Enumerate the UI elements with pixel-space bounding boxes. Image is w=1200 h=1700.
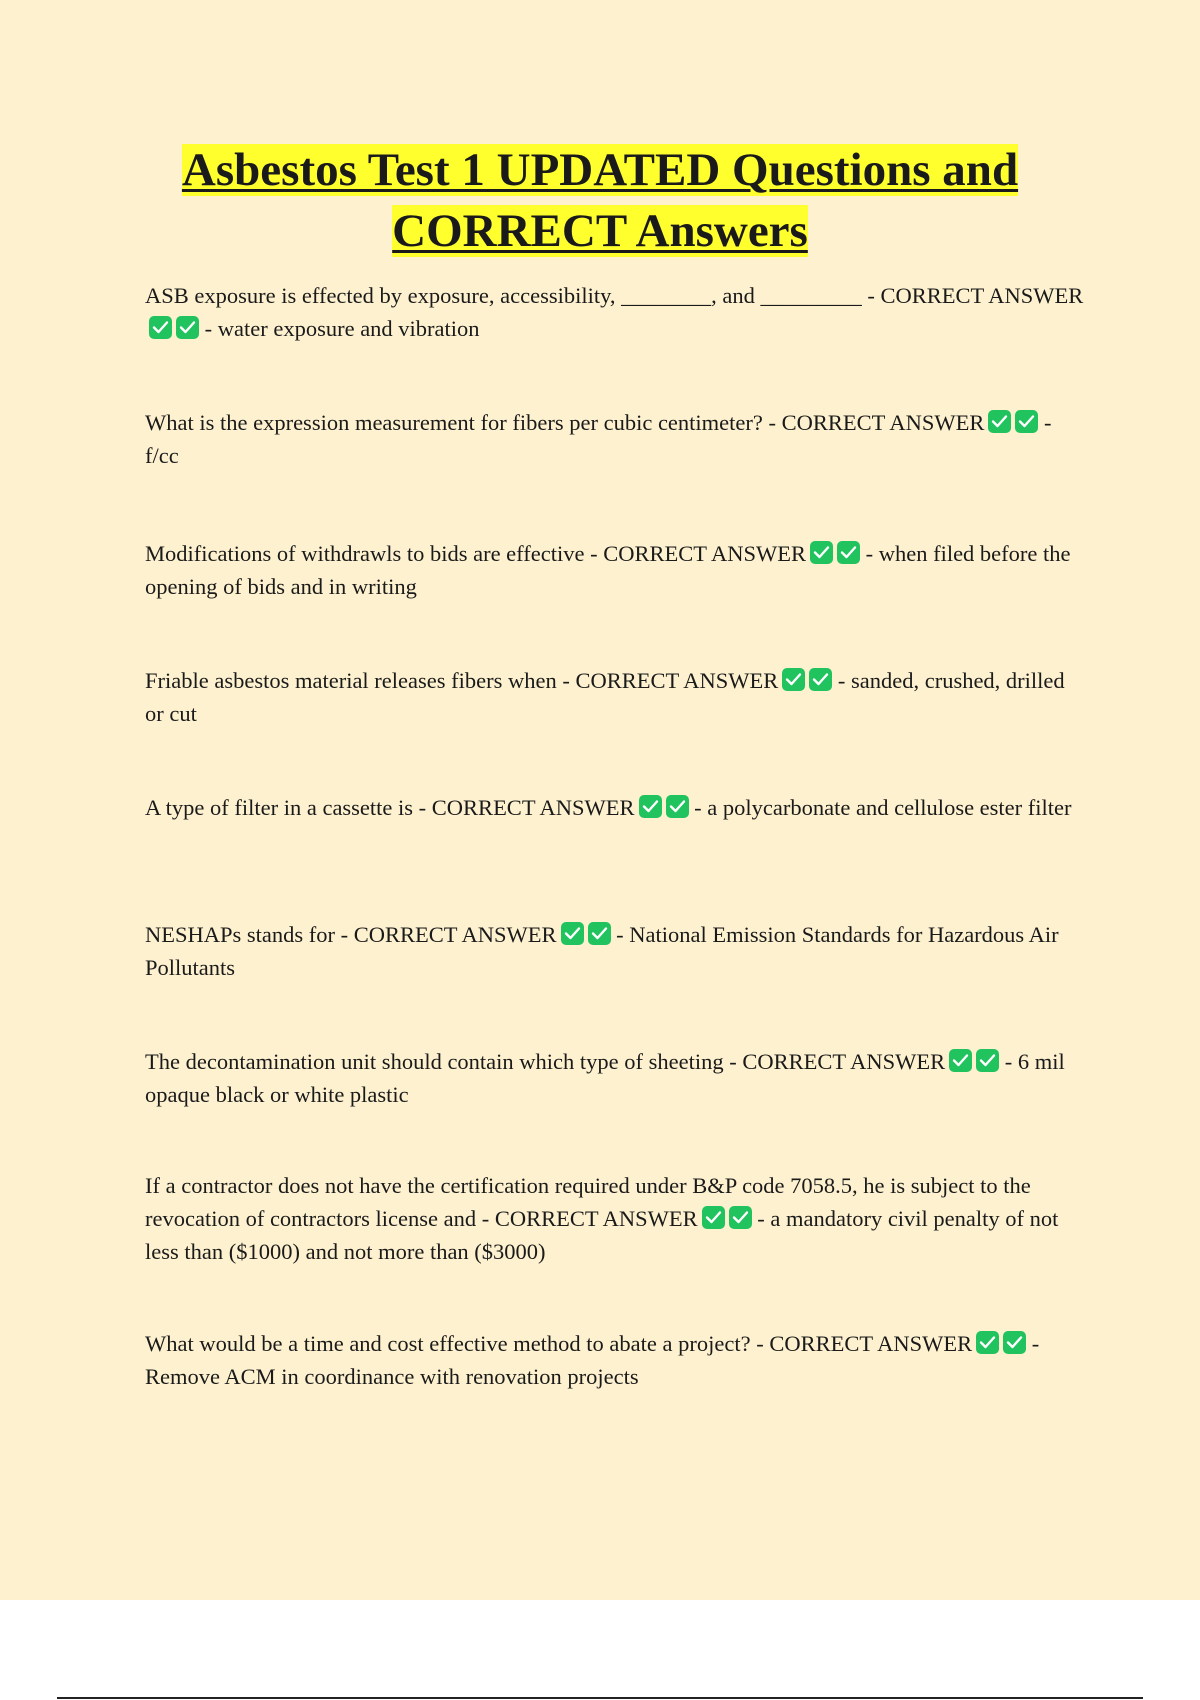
question-text: Modifications of withdrawls to bids are effective bbox=[145, 541, 585, 566]
check-mark-button-icon bbox=[809, 668, 832, 691]
answer-label: CORRECT ANSWER bbox=[575, 668, 779, 693]
qa-item: ASB exposure is effected by exposure, accessibility, ________, and _________ - CORRECT ANSWER - water exposure and vibration bbox=[145, 283, 1084, 341]
answer-text: National Emission Standards for Hazardous Air Pollutants bbox=[145, 922, 1059, 980]
check-mark-button-icon bbox=[149, 316, 172, 339]
check-mark-button-icon bbox=[810, 541, 833, 564]
qa-item: NESHAPs stands for - CORRECT ANSWER - National Emission Standards for Hazardous Air Pollutants bbox=[145, 922, 1059, 980]
title-line-2: CORRECT Answers bbox=[392, 205, 808, 257]
qa-item: What is the expression measurement for fibers per cubic centimeter? - CORRECT ANSWER - f/cc bbox=[145, 410, 1052, 468]
answer-text: a mandatory civil penalty of not less than ($1000) and not more than ($3000) bbox=[145, 1206, 1059, 1264]
question-text: The decontamination unit should contain which type of sheeting bbox=[145, 1049, 724, 1074]
qa-item: A type of filter in a cassette is - CORRECT ANSWER - a polycarbonate and cellulose ester filter bbox=[145, 795, 1072, 820]
question-text: A type of filter in a cassette is bbox=[145, 795, 414, 820]
answer-label: CORRECT ANSWER bbox=[742, 1049, 946, 1074]
check-mark-button-icon bbox=[176, 316, 199, 339]
answer-label: CORRECT ANSWER bbox=[603, 541, 806, 566]
answer-label: CORRECT ANSWER bbox=[769, 1331, 973, 1356]
check-mark-button-icon bbox=[1015, 410, 1038, 433]
check-mark-button-icon bbox=[702, 1206, 725, 1229]
answer-label: CORRECT ANSWER bbox=[494, 1206, 698, 1231]
question-text: What would be a time and cost effective method to abate a project? bbox=[145, 1331, 751, 1356]
answer-label: CORRECT ANSWER bbox=[353, 922, 557, 947]
question-text: ASB exposure is effected by exposure, accessibility, ________, and _________ bbox=[145, 283, 862, 308]
check-mark-button-icon bbox=[949, 1049, 972, 1072]
question-text: NESHAPs stands for bbox=[145, 922, 336, 947]
qa-item: Friable asbestos material releases fibers when - CORRECT ANSWER - sanded, crushed, drilled or cut bbox=[145, 668, 1065, 726]
qa-item: What would be a time and cost effective method to abate a project? - CORRECT ANSWER - Remove ACM in coordinance with renovation projects bbox=[145, 1331, 1040, 1389]
question-text: If a contractor does not have the certification required under B&P code 7058.5, he is subject to the revocation of contractors license and bbox=[145, 1173, 1031, 1231]
answer-text: when filed before the opening of bids and in writing bbox=[145, 541, 1071, 599]
title-line-1: Asbestos Test 1 UPDATED Questions and bbox=[181, 144, 1019, 196]
answer-label: CORRECT ANSWER bbox=[431, 795, 635, 820]
answer-text: Remove ACM in coordinance with renovation projects bbox=[145, 1364, 639, 1389]
answer-text: water exposure and vibration bbox=[217, 316, 480, 341]
answer-label: CORRECT ANSWER bbox=[781, 410, 985, 435]
check-mark-button-icon bbox=[837, 541, 860, 564]
question-text: What is the expression measurement for fibers per cubic centimeter? bbox=[145, 410, 763, 435]
check-mark-button-icon bbox=[988, 410, 1011, 433]
answer-text: 6 mil opaque black or white plastic bbox=[145, 1049, 1065, 1107]
check-mark-button-icon bbox=[588, 922, 611, 945]
check-mark-button-icon bbox=[666, 795, 689, 818]
check-mark-button-icon bbox=[561, 922, 584, 945]
answer-text: f/cc bbox=[145, 443, 179, 468]
qa-item: Modifications of withdrawls to bids are effective - CORRECT ANSWER - when filed before the opening of bids and in writing bbox=[145, 541, 1071, 599]
answer-text: a polycarbonate and cellulose ester filter bbox=[707, 795, 1072, 820]
question-text: Friable asbestos material releases fibers when bbox=[145, 668, 557, 693]
check-mark-button-icon bbox=[976, 1049, 999, 1072]
check-mark-button-icon bbox=[1003, 1331, 1026, 1354]
document-title bbox=[100, 140, 1100, 262]
footer-divider bbox=[57, 1697, 1143, 1699]
qa-item: If a contractor does not have the certification required under B&P code 7058.5, he is subject to the revocation of contractors license and - CORRECT ANSWER - a mandatory civil penalty of not less than ($1000) and not more than ($3000) bbox=[145, 1173, 1059, 1264]
check-mark-button-icon bbox=[782, 668, 805, 691]
check-mark-button-icon bbox=[639, 795, 662, 818]
check-mark-button-icon bbox=[729, 1206, 752, 1229]
answer-label: CORRECT ANSWER bbox=[880, 283, 1084, 308]
check-mark-button-icon bbox=[976, 1331, 999, 1354]
qa-item: The decontamination unit should contain which type of sheeting - CORRECT ANSWER - 6 mil opaque black or white plastic bbox=[145, 1049, 1065, 1107]
answer-text: sanded, crushed, drilled or cut bbox=[145, 668, 1065, 726]
